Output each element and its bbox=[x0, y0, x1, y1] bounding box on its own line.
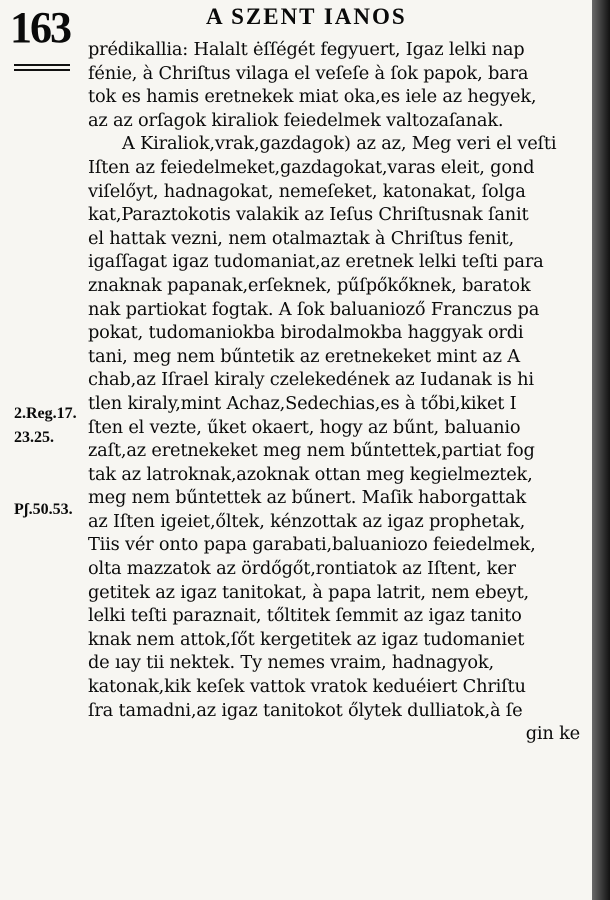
text-line: prédikallia: Halalt ėſſégét fegyuert, Igaz lelki nap bbox=[88, 39, 525, 60]
header-rule bbox=[14, 69, 70, 71]
page-number: 163 bbox=[10, 3, 70, 52]
margin-note: 2.Reg.17. bbox=[14, 405, 77, 422]
text-line: tak az latroknak,azoknak ottan meg kegielmeztek, bbox=[88, 463, 533, 485]
text-line: ſten el vezte, űket okaert, hogy az bűnt, baluanio bbox=[88, 416, 521, 438]
text-line: Tiis vér onto papa garabati,baluaniozo feiedelmek, bbox=[88, 534, 536, 556]
margin-note: Pʃ.50.53. bbox=[14, 501, 73, 518]
text-line: el hattak vezni, nem otalmaztak à Chriſtus fenit, bbox=[88, 227, 514, 249]
running-title: A SZENT IANOS bbox=[206, 4, 407, 29]
text-line: chab,az Iſrael kiraly czelekedének az Iudanak is hi bbox=[88, 369, 534, 391]
text-line: meg nem bűntettek az bűnert. Maſik haborgattak bbox=[88, 487, 527, 509]
text-line: olta mazzatok az ördőgőt,rontiatok az Iſtent, ker bbox=[88, 558, 516, 580]
text-line: az az orſagok kiraliok feiedelmek valtozaſanak. bbox=[88, 109, 504, 131]
text-line: katonak,kik keſek vattok vratok keduéiert Chriſtu bbox=[88, 676, 526, 698]
text-line: knak nem attok,ſőt kergetitek az igaz tudomaniet bbox=[88, 628, 525, 650]
text-line: zaſt,az eretnekeket meg nem bűntettek,partiat fog bbox=[88, 440, 535, 462]
text-line: de ıay tii nektek. Ty nemes vraim, hadnagyok, bbox=[88, 652, 494, 674]
text-line: fénie, à Chriſtus vilaga el veſeſe à ſok papok, bara bbox=[88, 62, 529, 84]
text-line: znaknak papanak,erſeknek, pűſpőkőknek, baratok bbox=[88, 274, 531, 296]
text-line: nak partiokat fogtak. A ſok baluanioző Franczus pa bbox=[88, 298, 540, 320]
text-line: viſelőyt, hadnagokat, nemeſeket, katonakat, ſolga bbox=[88, 180, 526, 202]
margin-note: 23.25. bbox=[14, 429, 54, 446]
text-line: igaſſagat igaz tudomaniat,az eretnek lelki teſti para bbox=[88, 251, 544, 273]
header-rule bbox=[14, 64, 70, 66]
text-line: tani, meg nem bűntetik az eretnekeket mint az A bbox=[88, 345, 520, 367]
catchword: gin ke bbox=[525, 723, 580, 745]
text-line: tlen kiraly,mint Achaz,Sedechias,es à tőbi,kiket I bbox=[88, 392, 517, 414]
text-line: ſra tamadni,az igaz tanitokot őlytek dulliatok,à ſe bbox=[88, 699, 523, 721]
text-line: pokat, tudomaniokba birodalmokba haggyak ordi bbox=[88, 322, 524, 344]
text-line: A Kiraliok,vrak,gazdagok) az az, Meg veri el veſti bbox=[122, 133, 557, 155]
gutter-shadow bbox=[592, 0, 610, 900]
text-line: Iſten az feiedelmeket,gazdagokat,varas eleit, gond bbox=[88, 156, 535, 178]
text-line: lelki teſti paraznait, tőltitek ſemmit az igaz tanito bbox=[88, 605, 522, 627]
body-text bbox=[88, 38, 594, 746]
text-line: tok es hamis eretnekek miat oka,es iele az hegyek, bbox=[88, 86, 537, 108]
text-line: getitek az igaz tanitokat, à papa latrit, nem ebeyt, bbox=[88, 581, 530, 603]
text-line: kat,Paraztokotis valakik az Ieſus Chriſtusnak ſanit bbox=[88, 204, 529, 226]
text-line: az Iſten igeiet,őltek, kénzottak az igaz prophetak, bbox=[88, 510, 526, 532]
